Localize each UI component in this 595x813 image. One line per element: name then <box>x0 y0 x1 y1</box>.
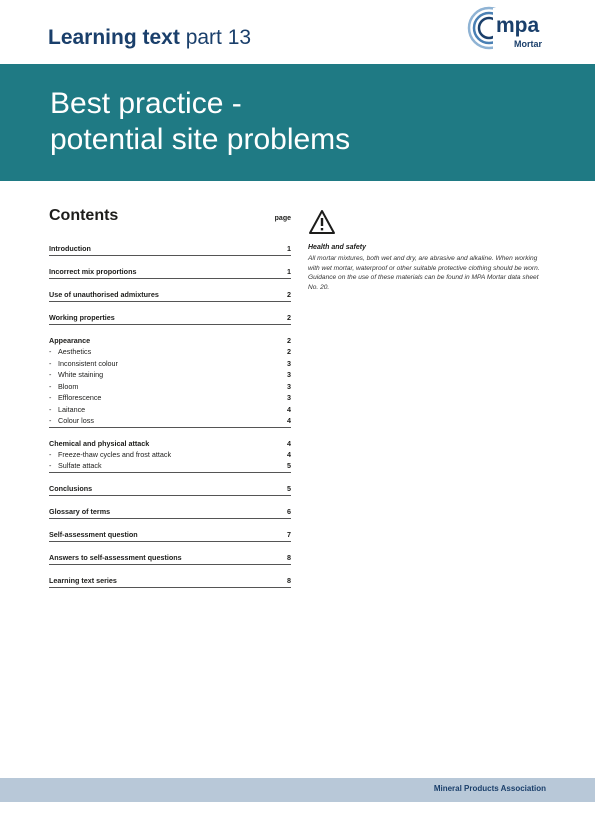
toc-page: 5 <box>287 483 291 493</box>
series-title-part: part 13 <box>179 26 252 49</box>
logo-subtext: Mortar <box>514 39 543 49</box>
safety-title: Health and safety <box>308 244 366 251</box>
table-of-contents <box>49 207 291 588</box>
document-title-line-2: potential site problems <box>50 123 351 156</box>
toc-entry-glossary[interactable] <box>49 506 291 519</box>
toc-label: Self-assessment question <box>49 529 138 539</box>
toc-subentry[interactable]: - White staining 3 <box>49 370 291 379</box>
footer-organisation: Mineral Products Association <box>433 784 546 793</box>
toc-label: Answers to self-assessment questions <box>49 552 182 562</box>
document-title <box>50 86 350 158</box>
toc-entry-admixtures[interactable] <box>49 289 291 302</box>
toc-subentry[interactable]: - Laitance 4 <box>49 404 291 414</box>
toc-sub-label: Bloom <box>58 381 79 391</box>
toc-label: Chemical and physical attack <box>49 438 150 448</box>
toc-subentry[interactable]: - Colour loss 4 <box>49 415 291 428</box>
toc-sub-label: Inconsistent colour <box>58 358 118 368</box>
toc-page: 6 <box>287 506 291 516</box>
page-footer <box>0 778 595 802</box>
toc-page: 3 <box>287 381 291 391</box>
page-header <box>0 0 595 64</box>
toc-label: Glossary of terms <box>49 506 111 516</box>
toc-entry-appearance[interactable] <box>49 335 291 346</box>
toc-page: 7 <box>287 529 291 539</box>
health-safety-box <box>308 209 548 292</box>
series-title-bold: Learning text <box>48 26 180 49</box>
toc-sub-label: Efflorescence <box>58 393 102 402</box>
toc-page: 8 <box>287 575 291 585</box>
toc-page: 1 <box>287 267 291 276</box>
toc-page: 3 <box>287 393 291 402</box>
toc-page: 2 <box>287 347 291 356</box>
document-title-line-1: Best practice - <box>50 87 242 120</box>
toc-page: 1 <box>287 244 291 253</box>
toc-subentry[interactable]: - Aesthetics 2 <box>49 347 291 356</box>
toc-entry-answers[interactable] <box>49 552 291 565</box>
toc-sub-label: Colour loss <box>58 416 94 425</box>
toc-page: 3 <box>287 358 291 368</box>
toc-entry-working-properties[interactable] <box>49 312 291 325</box>
toc-label: Appearance <box>49 336 91 345</box>
safety-text: All mortar mixtures, both wet and dry, are abrasive and alkaline. When working with wet mortar, waterproof or other suitable protective clothing should be worn. Guidance on the use of these materials can be found in MPA Mortar data sheet No. 20. <box>308 255 540 291</box>
toc-subentry[interactable]: - Sulfate attack 5 <box>49 460 291 473</box>
toc-entry-series[interactable] <box>49 575 291 588</box>
title-banner <box>0 64 595 181</box>
toc-subentry[interactable]: - Bloom 3 <box>49 381 291 391</box>
toc-page: 4 <box>287 416 291 425</box>
toc-entry-conclusions[interactable] <box>49 483 291 496</box>
toc-label: Conclusions <box>49 483 93 493</box>
toc-page: 4 <box>287 449 291 459</box>
toc-sub-label: Laitance <box>58 404 86 414</box>
series-title <box>48 26 251 50</box>
toc-label: Working properties <box>49 313 115 322</box>
toc-entry-chemical-attack[interactable] <box>49 438 291 449</box>
toc-subentry[interactable]: - Inconsistent colour 3 <box>49 358 291 368</box>
toc-page: 2 <box>287 313 291 322</box>
toc-sub-label: Sulfate attack <box>58 461 102 470</box>
toc-label: Incorrect mix proportions <box>49 267 137 276</box>
contents-header <box>49 207 291 233</box>
toc-sub-label: Aesthetics <box>58 347 92 356</box>
page-column-label: page <box>274 215 291 222</box>
toc-page: 2 <box>287 290 291 299</box>
toc-entry-incorrect-mix[interactable] <box>49 266 291 279</box>
toc-sub-label: Freeze-thaw cycles and frost attack <box>58 449 172 459</box>
toc-page: 3 <box>287 370 291 379</box>
logo-text: mpa <box>496 14 540 37</box>
contents-title: Contents <box>49 207 119 224</box>
toc-sub-label: White staining <box>58 370 104 379</box>
toc-entry-introduction[interactable] <box>49 243 291 256</box>
toc-label: Use of unauthorised admixtures <box>49 290 159 299</box>
warning-triangle-icon <box>308 209 336 235</box>
toc-page: 4 <box>287 438 291 448</box>
toc-label: Learning text series <box>49 575 117 585</box>
toc-label: Introduction <box>49 244 91 253</box>
toc-subentry[interactable]: - Freeze-thaw cycles and frost attack 4 <box>49 449 291 459</box>
toc-page: 8 <box>287 552 291 562</box>
toc-page: 5 <box>287 461 291 470</box>
toc-page: 2 <box>287 336 291 345</box>
toc-subentry[interactable]: - Efflorescence 3 <box>49 393 291 402</box>
toc-entry-self-assessment[interactable] <box>49 529 291 542</box>
toc-page: 4 <box>287 404 291 414</box>
